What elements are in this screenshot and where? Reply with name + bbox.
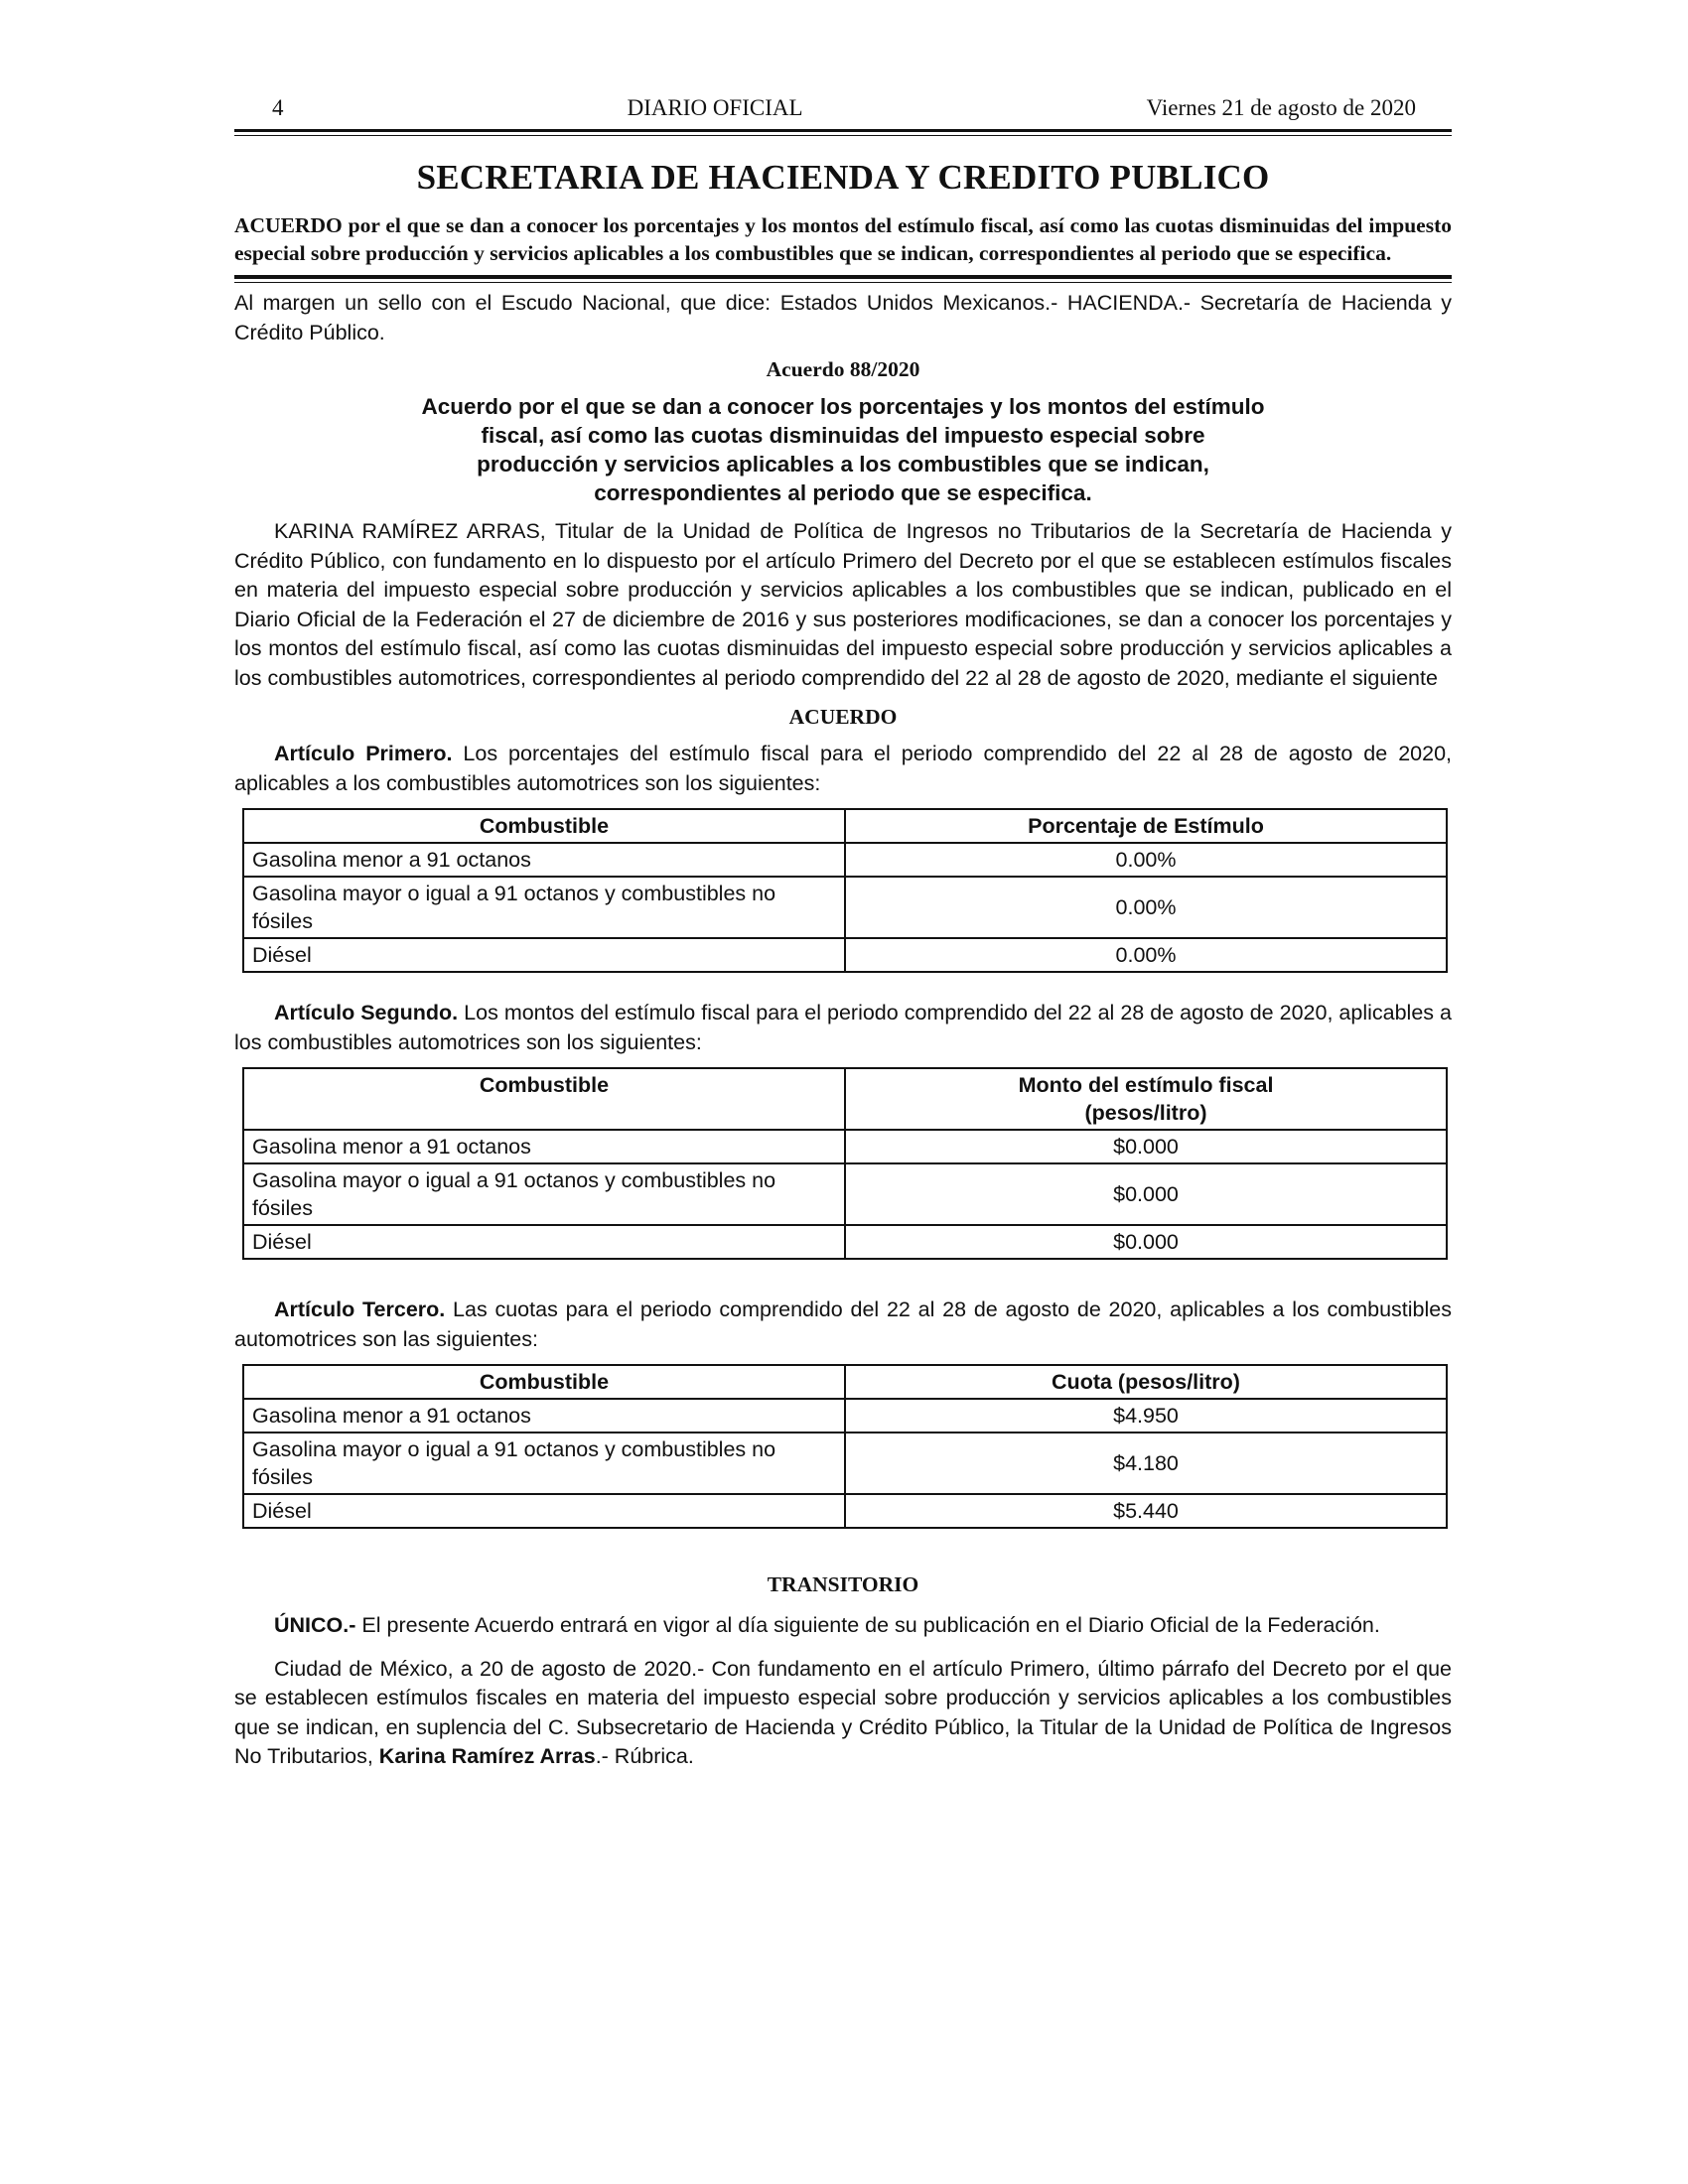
document-page (234, 95, 1452, 1772)
article-1 (234, 740, 1452, 798)
value-cell: 0.00% (845, 938, 1447, 972)
article-3-text: Las cuotas para el periodo comprendido del 22 al 28 de agosto de 2020, aplicables a los combustibles automotrices son las siguientes: (234, 1297, 1452, 1351)
column-header: Combustible (243, 1068, 845, 1130)
article-2-label: Artículo Segundo. (274, 1001, 459, 1024)
intro-paragraph: KARINA RAMÍREZ ARRAS, Titular de la Unidad de Política de Ingresos no Tributarios de la Secretaría de Hacienda y Crédito Público, con fundamento en lo dispuesto por el artículo Primero del Decreto por el que se establecen estímulos fiscales en materia del impuesto especial sobre producción y servicios aplicables a los combustibles que se indican, publicado en el Diario Oficial de la Federación el 27 de diciembre de 2016 y sus posteriores modificaciones, se dan a conocer los porcentajes y los montos del estímulo fiscal, así como las cuotas disminuidas del impuesto especial sobre producción y servicios aplicables a los combustibles automotrices, correspondientes al periodo comprendido del 22 al 28 de agosto de 2020, mediante el siguiente (234, 519, 1452, 690)
fuel-cell: Gasolina menor a 91 octanos (243, 843, 845, 877)
fuel-cell: Diésel (243, 938, 845, 972)
summary-rule-thin (234, 282, 1452, 283)
fuel-cell: Gasolina menor a 91 octanos (243, 1399, 845, 1433)
table-cuotas (242, 1364, 1448, 1529)
transitorio-heading: TRANSITORIO (767, 1572, 919, 1596)
value-cell: 0.00% (845, 843, 1447, 877)
table-header-row (243, 1068, 1447, 1130)
fuel-cell: Gasolina mayor o igual a 91 octanos y combustibles no fósiles (243, 1433, 845, 1494)
unico-label: ÚNICO.- (274, 1613, 356, 1637)
column-header: Monto del estímulo fiscal (pesos/litro) (845, 1068, 1447, 1130)
seal-text: Al margen un sello con el Escudo Nacional, que dice: Estados Unidos Mexicanos.- HACIENDA.- Secretaría de Hacienda y Crédito Público. (234, 291, 1452, 344)
summary-rule-thick (234, 275, 1452, 279)
signer-name: Karina Ramírez Arras (378, 1744, 596, 1768)
value-cell: $4.950 (845, 1399, 1447, 1433)
value-cell: $0.000 (845, 1163, 1447, 1225)
article-1-text: Los porcentajes del estímulo fiscal para el periodo comprendido del 22 al 28 de agosto de 2020, aplicables a los combustibles automotrices son los siguientes: (234, 742, 1452, 795)
table-row (243, 938, 1447, 972)
table-header-row (243, 1365, 1447, 1399)
table-row (243, 1433, 1447, 1494)
table-row (243, 1163, 1447, 1225)
article-2-text: Los montos del estímulo fiscal para el periodo comprendido del 22 al 28 de agosto de 2020, aplicables a los combustibles automotrices son los siguientes: (234, 1001, 1452, 1054)
fuel-cell: Diésel (243, 1494, 845, 1528)
table-montos (242, 1067, 1448, 1260)
acuerdo-title: Acuerdo por el que se dan a conocer los porcentajes y los montos del estímulo fiscal, así como las cuotas disminuidas del impuesto especial sobre producción y servicios aplicables a los combustibles que se indican, correspondientes al periodo que se especifica. (421, 394, 1265, 505)
fuel-cell: Gasolina mayor o igual a 91 octanos y combustibles no fósiles (243, 877, 845, 938)
table-row (243, 1225, 1447, 1259)
table-row (243, 843, 1447, 877)
table-row (243, 1494, 1447, 1528)
publication-date: Viernes 21 de agosto de 2020 (1146, 95, 1416, 120)
value-cell: $0.000 (845, 1130, 1447, 1163)
page-header (234, 95, 1452, 125)
header-rule (234, 129, 1452, 136)
fuel-cell: Diésel (243, 1225, 845, 1259)
secretaria-heading: SECRETARIA DE HACIENDA Y CREDITO PUBLICO (416, 158, 1270, 197)
unico-paragraph (234, 1611, 1452, 1641)
column-header: Cuota (pesos/litro) (845, 1365, 1447, 1399)
article-1-label: Artículo Primero. (274, 742, 453, 765)
table-row (243, 877, 1447, 938)
acuerdo-heading: ACUERDO (788, 705, 898, 729)
unico-text: El presente Acuerdo entrará en vigor al día siguiente de su publicación en el Diario Oficial de la Federación. (361, 1613, 1380, 1637)
closing-text: Ciudad de México, a 20 de agosto de 2020.- Con fundamento en el artículo Primero, último párrafo del Decreto por el que se establecen estímulos fiscales en materia del impuesto especial sobre producción y servicios aplicables a los combustibles que se indican, en suplencia del C. Subsecretario de Hacienda y Crédito Público, la Titular de la Unidad de Política de Ingresos No Tributarios, (234, 1656, 1452, 1768)
page-number: 4 (272, 95, 284, 120)
value-cell: $0.000 (845, 1225, 1447, 1259)
table-row (243, 1130, 1447, 1163)
value-cell: 0.00% (845, 877, 1447, 938)
value-cell: $4.180 (845, 1433, 1447, 1494)
column-header: Combustible (243, 1365, 845, 1399)
fuel-cell: Gasolina menor a 91 octanos (243, 1130, 845, 1163)
value-cell: $5.440 (845, 1494, 1447, 1528)
acuerdo-number: Acuerdo 88/2020 (766, 357, 920, 381)
column-header: Porcentaje de Estímulo (845, 809, 1447, 843)
column-header: Combustible (243, 809, 845, 843)
article-3 (234, 1296, 1452, 1354)
article-2 (234, 999, 1452, 1057)
fuel-cell: Gasolina mayor o igual a 91 octanos y combustibles no fósiles (243, 1163, 845, 1225)
article-3-label: Artículo Tercero. (274, 1297, 446, 1321)
table-row (243, 1399, 1447, 1433)
closing-paragraph (234, 1655, 1452, 1772)
publication-name: DIARIO OFICIAL (627, 95, 803, 120)
table-porcentajes (242, 808, 1448, 973)
closing-suffix: .- Rúbrica. (595, 1744, 694, 1768)
acuerdo-summary: ACUERDO por el que se dan a conocer los porcentajes y los montos del estímulo fiscal, así como las cuotas disminuidas del impuesto especial sobre producción y servicios aplicables a los combustibles que se indican, correspondientes al periodo que se especifica. (234, 213, 1452, 265)
table-header-row (243, 809, 1447, 843)
